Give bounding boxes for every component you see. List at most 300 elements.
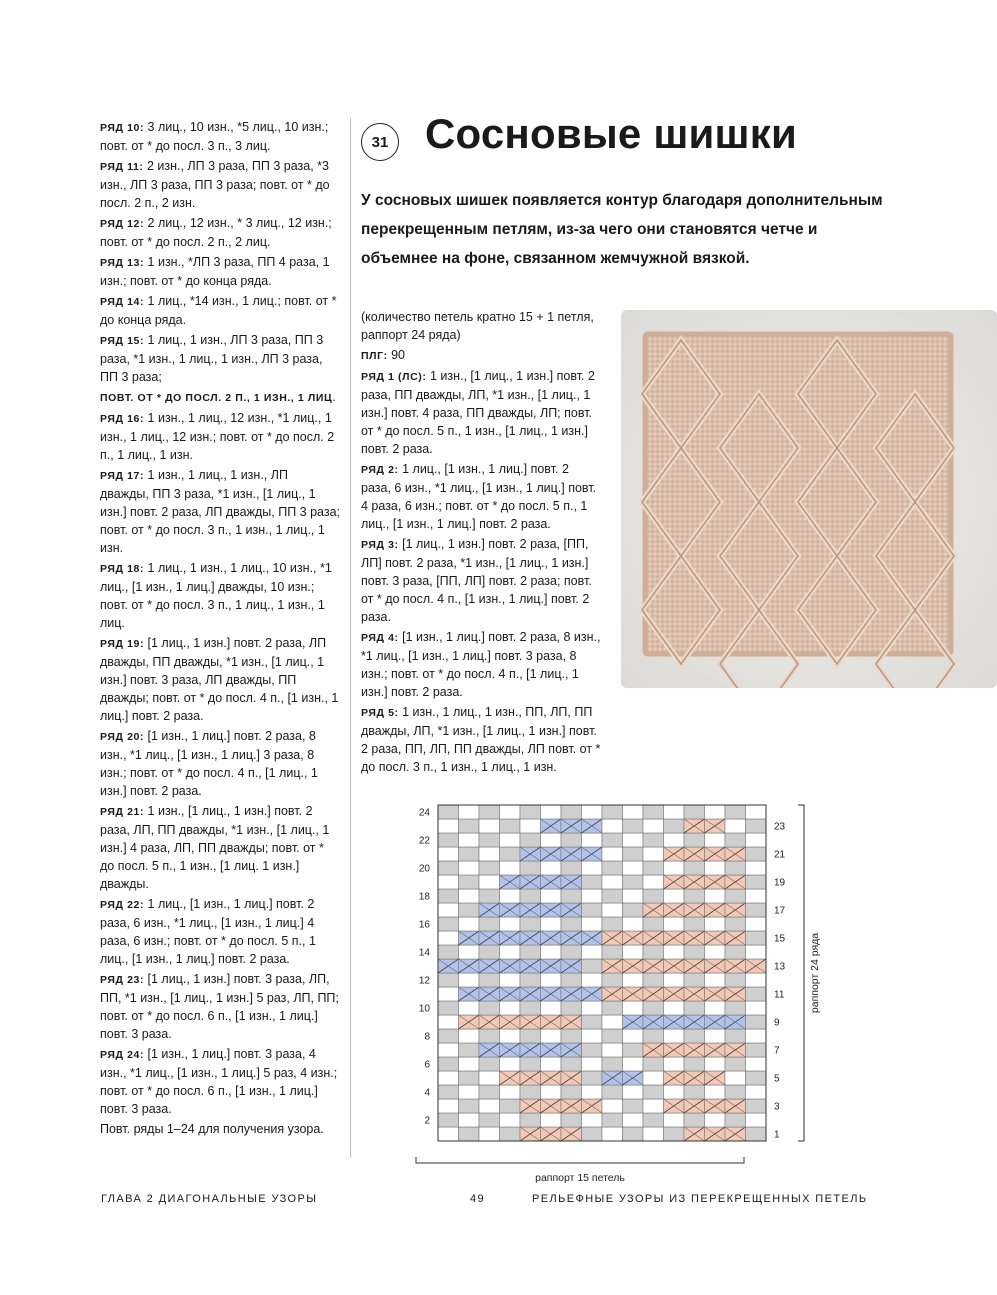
chart-cell	[725, 861, 746, 875]
instruction-row	[100, 331, 340, 386]
chart-cell	[602, 1015, 623, 1029]
row-text: 1 лиц., [1 изн., 1 лиц.] повт. 2 раза, 6 изн., *1 лиц., [1 изн., 1 лиц.] повт. 4 раза, 6 изн.; повт. от * до посл. 5 п., 1 лиц., [1 изн., 1 лиц.] повт. 2 раза.	[361, 462, 597, 531]
chart-cell	[705, 1113, 726, 1127]
instruction-row	[100, 559, 340, 632]
row-number-left: 4	[424, 1087, 430, 1099]
chart-cell	[602, 1057, 623, 1071]
chart-cell	[479, 1099, 500, 1113]
chart-cell	[746, 987, 767, 1001]
chart-cell	[602, 861, 623, 875]
chart-cell	[459, 945, 480, 959]
chart-cell	[479, 1071, 500, 1085]
chart-cell	[746, 931, 767, 945]
chart-cell	[705, 1001, 726, 1015]
chart-cell	[459, 875, 480, 889]
chart-cell	[561, 805, 582, 819]
chart-cell	[438, 945, 459, 959]
row-text: 1 изн., [1 лиц., 1 изн.] повт. 2 раза, ПП дважды, ЛП, *1 изн., [1 лиц., 1 изн.] повт. 4 раза, ПП дважды, ЛП; повт. от * до посл. 5 п., 1 изн., [1 лиц., 1 изн.] повт. 2 раза.	[361, 369, 595, 456]
chart-cell	[541, 1085, 562, 1099]
chart-cell	[746, 1099, 767, 1113]
chart-cell	[705, 805, 726, 819]
chart-cell	[479, 945, 500, 959]
chart-cell	[459, 1113, 480, 1127]
row-number-left: 24	[418, 807, 430, 819]
chart-cell	[479, 805, 500, 819]
chart-cell	[561, 945, 582, 959]
chart-cell	[561, 973, 582, 987]
chart-cell	[479, 875, 500, 889]
chart-cell	[664, 1113, 685, 1127]
footer-page-number: 49	[470, 1193, 486, 1205]
chart-cell	[664, 819, 685, 833]
chart-cell	[705, 833, 726, 847]
chart-cell	[438, 805, 459, 819]
chart-cell	[602, 889, 623, 903]
chart-cell	[582, 1015, 603, 1029]
chart-cell	[438, 1127, 459, 1141]
chart-cell	[582, 973, 603, 987]
row-number-right: 19	[774, 877, 786, 889]
chart-cell	[623, 833, 644, 847]
chart-cell	[500, 917, 521, 931]
row-label: РЯД 11:	[100, 161, 144, 173]
chart-cell	[602, 1113, 623, 1127]
instruction-row	[100, 895, 340, 968]
chart-cell	[746, 1071, 767, 1085]
row-label: ПЛГ:	[361, 350, 388, 362]
row-repeat-bracket	[798, 805, 804, 1141]
chart-cell	[500, 1113, 521, 1127]
chart-cell	[623, 847, 644, 861]
row-label: РЯД 22:	[100, 899, 145, 911]
chart-cell	[623, 973, 644, 987]
row-repeat-label: раппорт 24 ряда	[809, 932, 821, 1014]
chart-cell	[479, 1057, 500, 1071]
mid-instructions	[361, 308, 601, 778]
row-text: 1 изн., 1 лиц., 12 изн., *1 лиц., 1 изн., 1 лиц., 12 изн.; повт. от * до посл. 2 п., 1 лиц., 1 изн.	[100, 411, 335, 462]
chart-cell	[746, 805, 767, 819]
chart-cell	[623, 805, 644, 819]
chart-cell	[479, 833, 500, 847]
chart-cell	[459, 1071, 480, 1085]
chart-cell	[602, 1085, 623, 1099]
chart-cell	[684, 861, 705, 875]
chart-cell	[561, 917, 582, 931]
row-text: 3 лиц., 10 изн., *5 лиц., 10 изн.; повт. от * до посл. 3 п., 3 лиц.	[100, 120, 329, 153]
chart-cell	[438, 917, 459, 931]
chart-cell	[705, 973, 726, 987]
chart-cell	[500, 1127, 521, 1141]
chart-cell	[582, 959, 603, 973]
chart-cell	[684, 1057, 705, 1071]
row-text: [1 лиц., 1 изн.] повт. 2 раза, [ПП, ЛП] повт. 2 раза, *1 изн., [1 лиц., 1 изн.] повт. 3 раза, [ПП, ЛП] повт. 2 раза; повт. от * до посл. 4 п., [1 изн., 1 лиц.] повт. 2 раза.	[361, 537, 592, 624]
stitch-repeat-label: раппорт 15 петель	[535, 1172, 625, 1184]
chart-cell	[725, 805, 746, 819]
row-label: РЯД 15:	[100, 335, 145, 347]
instruction-row	[100, 214, 340, 251]
row-text: Повт. ряды 1–24 для получения узора.	[100, 1122, 324, 1136]
chart-cell	[520, 889, 541, 903]
chart-cell	[479, 889, 500, 903]
instruction-row	[100, 118, 340, 155]
chart-cell	[438, 931, 459, 945]
chart-cell	[725, 1057, 746, 1071]
chart-cell	[479, 1113, 500, 1127]
chart-cell	[643, 819, 664, 833]
chart-cell	[582, 861, 603, 875]
row-number-left: 22	[418, 835, 430, 847]
instruction-row	[361, 460, 601, 533]
chart-cell	[541, 833, 562, 847]
chart-cell	[500, 847, 521, 861]
chart-cell	[459, 805, 480, 819]
chart-cell	[664, 1057, 685, 1071]
row-text: [1 лиц., 1 изн.] повт. 2 раза, ЛП дважды, ПП дважды, *1 изн., [1 лиц., 1 изн.] повт. 3 раза, ЛП дважды, ПП дважды; повт. от * до посл. 4 п., [1 изн., 1 лиц.] повт. 2 раза.	[100, 636, 339, 723]
row-label: РЯД 18:	[100, 563, 145, 575]
chart-cell	[582, 903, 603, 917]
chart-cell	[582, 889, 603, 903]
row-label: РЯД 20:	[100, 731, 145, 743]
chart-cell	[479, 973, 500, 987]
chart-cell	[500, 973, 521, 987]
instruction-row	[361, 535, 601, 626]
page-title: Сосновые шишки	[425, 110, 798, 157]
row-number-right: 17	[774, 905, 786, 917]
row-label: РЯД 14:	[100, 296, 145, 308]
chart-cell	[643, 1085, 664, 1099]
chart-cell	[623, 1085, 644, 1099]
chart-cell	[582, 805, 603, 819]
chart-cell	[643, 1029, 664, 1043]
chart-cell	[459, 1127, 480, 1141]
row-label: РЯД 2:	[361, 464, 399, 476]
row-text: 1 изн., 1 лиц., 1 изн., ЛП дважды, ПП 3 раза, *1 изн., [1 лиц., 1 изн.] повт. 2 раза, ЛП дважды, ПП 3 раза; повт. от * до посл. 3 п., 1 изн., 1 лиц., 1 изн.	[100, 468, 341, 555]
chart-cell	[438, 987, 459, 1001]
chart-cell	[684, 945, 705, 959]
chart-cell	[664, 889, 685, 903]
row-text: .	[332, 390, 336, 404]
chart-cell	[500, 1085, 521, 1099]
row-label: РЯД 17:	[100, 470, 145, 482]
row-label: РЯД 21:	[100, 806, 145, 818]
instruction-row	[100, 1045, 340, 1118]
chart-cell	[725, 1001, 746, 1015]
chart-cell	[582, 1113, 603, 1127]
row-text: 1 изн., 1 лиц., 1 изн., ПП, ЛП, ПП дважды, ЛП, *1 изн., [1 лиц., 1 изн.] повт. 2 раза, ПП, ЛП, ПП дважды, ЛП повт. от * до посл. 3 п., 1 изн., 1 лиц., 1 изн.	[361, 705, 601, 774]
chart-cell	[561, 1085, 582, 1099]
chart-cell	[643, 917, 664, 931]
chart-cell	[746, 1085, 767, 1099]
chart-cell	[459, 1099, 480, 1113]
chart-cell	[746, 1043, 767, 1057]
chart-cell	[602, 833, 623, 847]
chart-cell	[479, 847, 500, 861]
chart-cell	[643, 1099, 664, 1113]
chart-cell	[623, 819, 644, 833]
chart-cell	[623, 1043, 644, 1057]
chart-cell	[725, 889, 746, 903]
chart-cell	[623, 1029, 644, 1043]
chart-cell	[438, 1029, 459, 1043]
instruction-row	[361, 367, 601, 458]
chart-cell	[500, 833, 521, 847]
chart-cell	[561, 833, 582, 847]
chart-cell	[746, 945, 767, 959]
chart-cell	[438, 1043, 459, 1057]
chart-cell	[664, 945, 685, 959]
chart-cell	[643, 861, 664, 875]
chart-cell	[684, 805, 705, 819]
row-text: [1 изн., 1 лиц.] повт. 2 раза, 8 изн., *1 лиц., [1 изн., 1 лиц.] 3 раза, 8 изн.; повт. от * до посл. 4 п., [1 лиц., 1 изн.] повт. 2 раза.	[100, 729, 318, 798]
row-label: РЯД 12:	[100, 218, 145, 230]
chart-cell	[746, 819, 767, 833]
chart-cell	[602, 945, 623, 959]
chart-cell	[602, 847, 623, 861]
chart-cell	[725, 819, 746, 833]
chart-cell	[541, 861, 562, 875]
chart-cell	[623, 861, 644, 875]
row-number-left: 20	[418, 863, 430, 875]
chart-cell	[520, 945, 541, 959]
chart-cell	[602, 903, 623, 917]
chart-cell	[746, 875, 767, 889]
instruction-row	[361, 346, 601, 365]
chart-cell	[479, 1085, 500, 1099]
chart-cell	[459, 861, 480, 875]
chart-cell	[520, 833, 541, 847]
chart-cell	[438, 1057, 459, 1071]
row-number-right: 7	[774, 1045, 780, 1057]
chart-cell	[643, 973, 664, 987]
footer-section: РЕЛЬЕФНЫЕ УЗОРЫ ИЗ ПЕРЕКРЕЩЕННЫХ ПЕТЕЛЬ	[532, 1193, 868, 1205]
row-label: РЯД 19:	[100, 638, 145, 650]
row-label: РЯД 13:	[100, 257, 145, 269]
row-number-left: 12	[418, 975, 430, 987]
chart-cell	[623, 1099, 644, 1113]
chart-cell	[541, 1001, 562, 1015]
row-text: 2 изн., ЛП 3 раза, ПП 3 раза, *3 изн., ЛП 3 раза, ПП 3 раза; повт. от * до посл. 2 п., 2 изн.	[100, 159, 330, 210]
chart-cell	[438, 973, 459, 987]
chart-cell	[500, 819, 521, 833]
row-number-left: 14	[418, 947, 430, 959]
chart-cell	[643, 945, 664, 959]
chart-cell	[684, 1029, 705, 1043]
chart-cell	[643, 1001, 664, 1015]
chart-cell	[582, 875, 603, 889]
chart-cell	[438, 1113, 459, 1127]
chart-cell	[582, 1029, 603, 1043]
chart-cell	[623, 1057, 644, 1071]
chart-cell	[500, 889, 521, 903]
chart-cell	[500, 945, 521, 959]
pattern-number: 31	[371, 133, 389, 151]
row-text: [1 изн., 1 лиц.] повт. 3 раза, 4 изн., *1 лиц., [1 изн., 1 лиц.] 5 раз, 4 изн.; повт. от * до посл. 6 п., [1 изн., 1 лиц.] повт. 3 раза.	[100, 1047, 338, 1116]
chart-cell	[479, 1127, 500, 1141]
swatch-photo	[621, 310, 997, 688]
chart-cell	[725, 1085, 746, 1099]
chart-cell	[705, 1057, 726, 1071]
chart-cell	[459, 1029, 480, 1043]
chart-cell	[582, 1057, 603, 1071]
row-label: РЯД 23:	[100, 974, 145, 986]
pattern-intro: У сосновых шишек появляется контур благодаря дополнительным перекрещенным петлям, из-за чего они становятся четче и объемнее на фоне, связанном жемчужной вязкой.	[361, 192, 883, 267]
row-number-right: 3	[774, 1101, 780, 1113]
chart-cell	[746, 1015, 767, 1029]
chart-cell	[623, 945, 644, 959]
chart-cell	[664, 805, 685, 819]
chart-cell	[725, 973, 746, 987]
chart-cell	[643, 889, 664, 903]
row-number-right: 21	[774, 849, 786, 861]
chart-cell	[746, 889, 767, 903]
chart-cell	[582, 1085, 603, 1099]
chart-cell	[479, 1029, 500, 1043]
chart-cell	[520, 1029, 541, 1043]
row-label: РЯД 24:	[100, 1049, 145, 1061]
row-label: РЯД 4:	[361, 632, 399, 644]
instruction-row	[100, 388, 340, 407]
chart-cell	[561, 889, 582, 903]
chart-cell	[520, 917, 541, 931]
instruction-row	[100, 970, 340, 1043]
row-text: 90	[387, 348, 406, 362]
chart-cell	[705, 1085, 726, 1099]
chart-cell	[643, 1057, 664, 1071]
chart-cell	[561, 1029, 582, 1043]
chart-cell	[582, 917, 603, 931]
instruction-row	[100, 634, 340, 725]
chart-cell	[520, 1085, 541, 1099]
chart-cell	[725, 917, 746, 931]
row-text: 1 лиц., [1 изн., 1 лиц.] повт. 2 раза, 6 изн., *1 лиц., [1 изн., 1 лиц.] 4 раза, 6 изн.; повт. от * до посл. 5 п., 1 лиц., [1 изн., 1 лиц.] повт. 2 раза.	[100, 897, 316, 966]
row-text: [1 изн., 1 лиц.] повт. 2 раза, 8 изн., *1 лиц., [1 изн., 1 лиц.] повт. 3 раза, 8 изн.; повт. от * до посл. 4 п., [1 лиц., 1 изн.] повт. 2 раза.	[361, 630, 601, 699]
chart-cell	[746, 903, 767, 917]
row-text: (количество петель кратно 15 + 1 петля, раппорт 24 ряда)	[361, 310, 594, 342]
row-text: 1 лиц., *14 изн., 1 лиц.; повт. от * до конца ряда.	[100, 294, 337, 327]
row-number-right: 13	[774, 961, 786, 973]
chart-cell	[438, 889, 459, 903]
chart-cell	[746, 917, 767, 931]
chart-cell	[541, 973, 562, 987]
chart-cell	[623, 1001, 644, 1015]
row-number-right: 23	[774, 821, 786, 833]
chart-cell	[459, 889, 480, 903]
instruction-row	[100, 292, 340, 329]
chart-cell	[459, 819, 480, 833]
chart-cell	[500, 1029, 521, 1043]
row-number-right: 5	[774, 1073, 780, 1085]
chart-cell	[684, 917, 705, 931]
instruction-row	[361, 308, 601, 344]
row-label: РЯД 10:	[100, 122, 145, 134]
row-number-left: 6	[424, 1059, 430, 1071]
chart-cell	[602, 973, 623, 987]
chart-cell	[602, 1099, 623, 1113]
chart-cell	[725, 1029, 746, 1043]
chart-cell	[582, 945, 603, 959]
row-label: РЯД 5:	[361, 707, 399, 719]
chart-cell	[541, 889, 562, 903]
chart-cell	[459, 1057, 480, 1071]
chart-cell	[746, 861, 767, 875]
chart-cell	[582, 833, 603, 847]
chart-cell	[643, 847, 664, 861]
row-label: ПОВТ. ОТ * ДО ПОСЛ. 2 П., 1 ИЗН., 1 ЛИЦ	[100, 392, 333, 404]
instruction-row	[100, 409, 340, 464]
chart-cell	[438, 1099, 459, 1113]
swatch-illustration	[621, 310, 997, 688]
row-number-right: 11	[774, 989, 785, 1001]
chart-cell	[500, 1001, 521, 1015]
chart-cell	[582, 1043, 603, 1057]
chart-cell	[582, 1071, 603, 1085]
chart-cell	[520, 805, 541, 819]
chart-cell	[643, 1071, 664, 1085]
chart-cell	[438, 1071, 459, 1085]
chart-cell	[602, 1127, 623, 1141]
chart-cell	[459, 973, 480, 987]
row-number-left: 8	[424, 1031, 430, 1043]
chart-cell	[684, 833, 705, 847]
chart-cell	[623, 1127, 644, 1141]
chart-cell	[582, 1001, 603, 1015]
row-label: РЯД 16:	[100, 413, 145, 425]
row-text: 1 изн., [1 лиц., 1 изн.] повт. 2 раза, ЛП, ПП дважды, *1 изн., [1 лиц., 1 изн.] 4 раза, ЛП, ПП дважды; повт. от * до посл. 5 п., 1 изн., [1 лиц. 1 изн.] дважды.	[100, 804, 330, 891]
chart-cell	[705, 917, 726, 931]
chart-cell	[438, 819, 459, 833]
chart-cell	[459, 903, 480, 917]
row-number-left: 18	[418, 891, 430, 903]
row-label: РЯД 1 (ЛС):	[361, 371, 427, 383]
row-text: [1 лиц., 1 изн.] повт. 3 раза, ЛП, ПП, *1 изн., [1 лиц., 1 изн.] 5 раз, ЛП, ПП; повт. от * до посл. 6 п., [1 изн., 1 лиц.] повт. 3 раза.	[100, 972, 339, 1041]
chart-cell	[705, 1029, 726, 1043]
chart-cell	[664, 833, 685, 847]
chart-cell	[561, 1001, 582, 1015]
left-instructions	[100, 118, 340, 1140]
chart-cell	[500, 1057, 521, 1071]
chart-cell	[684, 973, 705, 987]
pattern-number-badge	[361, 123, 399, 161]
chart-cell	[541, 805, 562, 819]
chart-cell	[602, 875, 623, 889]
chart-cell	[459, 1043, 480, 1057]
chart-cell	[541, 917, 562, 931]
chart-cell	[459, 917, 480, 931]
chart-cell	[520, 1001, 541, 1015]
stitch-chart	[400, 795, 860, 1195]
chart-cell	[664, 973, 685, 987]
chart-cell	[438, 847, 459, 861]
chart-cell	[561, 861, 582, 875]
chart-cell	[664, 1001, 685, 1015]
chart-cell	[479, 1001, 500, 1015]
chart-cell	[623, 875, 644, 889]
chart-cell	[623, 903, 644, 917]
chart-cell	[500, 861, 521, 875]
instruction-row	[100, 727, 340, 800]
chart-cell	[664, 917, 685, 931]
instruction-row	[100, 157, 340, 212]
column-divider	[350, 118, 351, 1158]
row-text: 1 изн., *ЛП 3 раза, ПП 4 раза, 1 изн.; повт. от * до конца ряда.	[100, 255, 330, 288]
chart-cell	[746, 1057, 767, 1071]
chart-cell	[746, 1127, 767, 1141]
chart-cell	[705, 945, 726, 959]
instruction-row	[100, 1120, 340, 1138]
chart-cell	[541, 1057, 562, 1071]
chart-cell	[438, 903, 459, 917]
chart-cell	[705, 889, 726, 903]
